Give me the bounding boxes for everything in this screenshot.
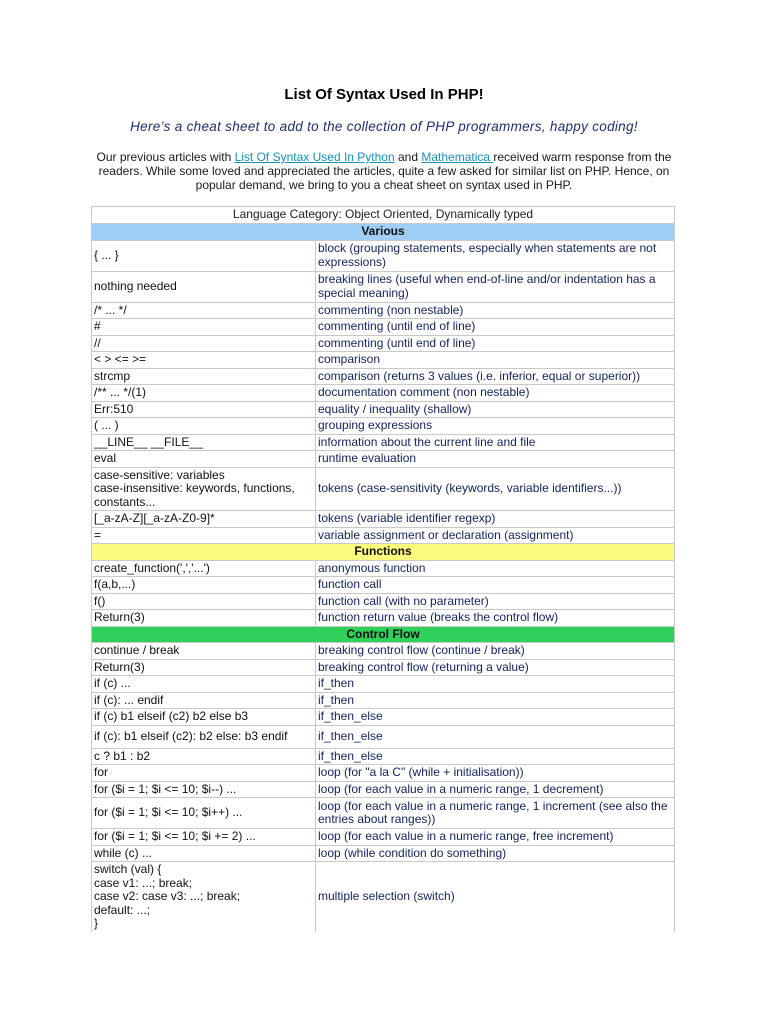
table-row xyxy=(92,725,675,748)
description-cell: loop (while condition do something) xyxy=(316,845,675,862)
syntax-cell: < > <= >= xyxy=(92,352,316,369)
syntax-cell: /* ... */ xyxy=(92,302,316,319)
syntax-cell: [_a-zA-Z][_a-zA-Z0-9]* xyxy=(92,511,316,528)
description-cell: multiple selection (switch) xyxy=(316,862,675,932)
description-cell: commenting (non nestable) xyxy=(316,302,675,319)
syntax-cell: if (c) b1 elseif (c2) b2 else b3 xyxy=(92,709,316,726)
page-subtitle: Here’s a cheat sheet to add to the collection of PHP programmers, happy coding! xyxy=(130,119,638,134)
syntax-cell: create_function(',','...') xyxy=(92,560,316,577)
description-cell: breaking control flow (continue / break) xyxy=(316,643,675,660)
syntax-cell: if (c): b1 elseif (c2): b2 else: b3 endif xyxy=(92,725,316,748)
description-cell: block (grouping statements, especially when statements are not expressions) xyxy=(316,240,675,271)
description-cell: if_then xyxy=(316,676,675,693)
description-cell: information about the current line and file xyxy=(316,434,675,451)
table-row xyxy=(92,709,675,726)
section-control-flow-header xyxy=(92,626,675,643)
table-row xyxy=(92,401,675,418)
syntax-cell: for ($i = 1; $i <= 10; $i += 2) ... xyxy=(92,829,316,846)
description-cell: loop (for each value in a numeric range, free increment) xyxy=(316,829,675,846)
description-cell: loop (for each value in a numeric range, 1 increment (see also the entries about ranges)) xyxy=(316,798,675,829)
table-row xyxy=(92,748,675,765)
description-cell: function call (with no parameter) xyxy=(316,593,675,610)
syntax-cell: Return(3) xyxy=(92,610,316,627)
table-row xyxy=(92,335,675,352)
table-row xyxy=(92,781,675,798)
table-row xyxy=(92,302,675,319)
intro-text: received warm response from the readers. While some loved and appreciated the articles, quite a few asked for similar list on PHP. Hence, on popular demand, we bring to you a cheat sheet on syntax used in PHP. xyxy=(98,150,672,192)
syntax-cell: ( ... ) xyxy=(92,418,316,435)
table-row xyxy=(92,610,675,627)
syntax-cell: f(a,b,...) xyxy=(92,577,316,594)
table-row xyxy=(92,352,675,369)
table-row xyxy=(92,659,675,676)
intro-text: Our previous articles with xyxy=(96,150,235,164)
description-cell: function return value (breaks the control flow) xyxy=(316,610,675,627)
table-row xyxy=(92,271,675,302)
description-cell: documentation comment (non nestable) xyxy=(316,385,675,402)
table-row xyxy=(92,368,675,385)
syntax-cell: for xyxy=(92,765,316,782)
description-cell: breaking lines (useful when end-of-line and/or indentation has a special meaning) xyxy=(316,271,675,302)
table-row xyxy=(92,829,675,846)
table-row xyxy=(92,845,675,862)
table-row xyxy=(92,527,675,544)
table-row xyxy=(92,451,675,468)
table-row xyxy=(92,418,675,435)
description-cell: anonymous function xyxy=(316,560,675,577)
description-cell: equality / inequality (shallow) xyxy=(316,401,675,418)
intro-text: and xyxy=(394,150,422,164)
table-row xyxy=(92,643,675,660)
section-functions-header xyxy=(92,544,675,561)
description-cell: if_then_else xyxy=(316,748,675,765)
description-cell: function call xyxy=(316,577,675,594)
syntax-cell: __LINE__ __FILE__ xyxy=(92,434,316,451)
description-cell: runtime evaluation xyxy=(316,451,675,468)
syntax-cell: nothing needed xyxy=(92,271,316,302)
section-various-header xyxy=(92,224,675,241)
syntax-cell: continue / break xyxy=(92,643,316,660)
mathematica-link[interactable]: Mathematica xyxy=(421,150,494,164)
table-row xyxy=(92,511,675,528)
description-cell: loop (for each value in a numeric range, 1 decrement) xyxy=(316,781,675,798)
syntax-cell: { ... } xyxy=(92,240,316,271)
table-row xyxy=(92,593,675,610)
syntax-cell: for ($i = 1; $i <= 10; $i++) ... xyxy=(92,798,316,829)
description-cell: breaking control flow (returning a value) xyxy=(316,659,675,676)
table-row xyxy=(92,862,675,932)
section-title: Various xyxy=(92,224,675,241)
description-cell: comparison xyxy=(316,352,675,369)
table-row xyxy=(92,434,675,451)
syntax-cell: switch (val) { case v1: ...; break; case v2: case v3: ...; break; default: ...; } xyxy=(92,862,316,932)
table-row xyxy=(92,676,675,693)
section-title: Control Flow xyxy=(92,626,675,643)
description-cell: tokens (variable identifier regexp) xyxy=(316,511,675,528)
python-syntax-link[interactable]: List Of Syntax Used In Python xyxy=(234,150,395,164)
table-row xyxy=(92,798,675,829)
table-row xyxy=(92,467,675,511)
table-row xyxy=(92,385,675,402)
syntax-cell: /** ... */(1) xyxy=(92,385,316,402)
page-title: List Of Syntax Used In PHP! xyxy=(284,86,484,103)
description-cell: commenting (until end of line) xyxy=(316,335,675,352)
syntax-cell: while (c) ... xyxy=(92,845,316,862)
description-cell: tokens (case-sensitivity (keywords, variable identifiers...)) xyxy=(316,467,675,511)
table-row xyxy=(92,692,675,709)
syntax-cell: // xyxy=(92,335,316,352)
syntax-cell: f() xyxy=(92,593,316,610)
language-category-row xyxy=(92,207,675,224)
table-row xyxy=(92,577,675,594)
syntax-cell: Err:510 xyxy=(92,401,316,418)
table-row xyxy=(92,560,675,577)
table-row xyxy=(92,765,675,782)
syntax-cell: if (c) ... xyxy=(92,676,316,693)
syntax-cell: # xyxy=(92,319,316,336)
description-cell: if_then_else xyxy=(316,725,675,748)
description-cell: grouping expressions xyxy=(316,418,675,435)
syntax-cell: case-sensitive: variables case-insensitive: keywords, functions, constants... xyxy=(92,467,316,511)
description-cell: if_then xyxy=(316,692,675,709)
syntax-cell: Return(3) xyxy=(92,659,316,676)
table-row xyxy=(92,240,675,271)
description-cell: loop (for "a la C" (while + initialisation)) xyxy=(316,765,675,782)
description-cell: comparison (returns 3 values (i.e. inferior, equal or superior)) xyxy=(316,368,675,385)
description-cell: if_then_else xyxy=(316,709,675,726)
intro-paragraph xyxy=(92,150,676,192)
description-cell: commenting (until end of line) xyxy=(316,319,675,336)
syntax-table xyxy=(91,206,675,932)
syntax-cell: for ($i = 1; $i <= 10; $i--) ... xyxy=(92,781,316,798)
language-category: Language Category: Object Oriented, Dynamically typed xyxy=(92,207,675,224)
syntax-cell: eval xyxy=(92,451,316,468)
syntax-cell: strcmp xyxy=(92,368,316,385)
section-title: Functions xyxy=(92,544,675,561)
syntax-cell: c ? b1 : b2 xyxy=(92,748,316,765)
description-cell: variable assignment or declaration (assignment) xyxy=(316,527,675,544)
syntax-cell: if (c): ... endif xyxy=(92,692,316,709)
table-row xyxy=(92,319,675,336)
syntax-cell: = xyxy=(92,527,316,544)
